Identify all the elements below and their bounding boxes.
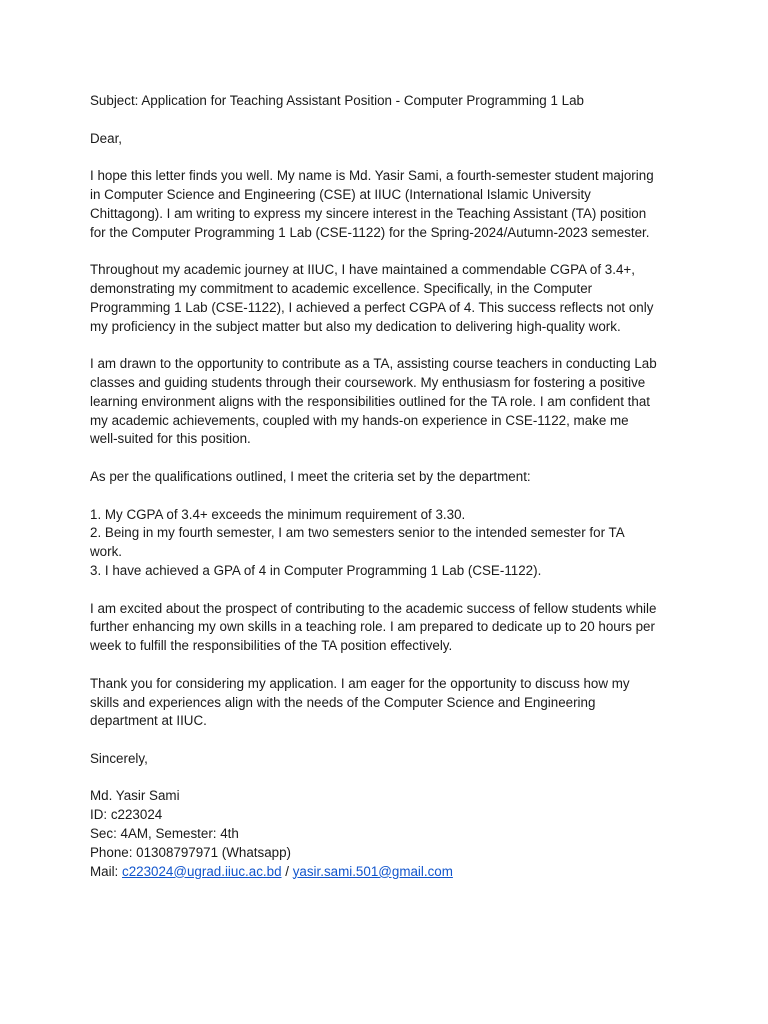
- signature-mail: [90, 863, 682, 882]
- signature-section: Sec: 4AM, Semester: 4th: [90, 826, 239, 842]
- salutation: [90, 130, 682, 149]
- letter-body: [90, 92, 682, 881]
- paragraph-line: further enhancing my own skills in a teaching role. I am prepared to dedicate up to 20 hours per: [90, 619, 655, 635]
- paragraph-line: Throughout my academic journey at IIUC, I have maintained a commendable CGPA of 3.4+,: [90, 262, 635, 278]
- list-item: 2. Being in my fourth semester, I am two semesters senior to the intended semester for TA: [90, 525, 625, 541]
- paragraph-line: my proficiency in the subject matter but also my dedication to delivering high-quality work.: [90, 318, 621, 334]
- email-link-university[interactable]: c223024@ugrad.iiuc.ac.bd: [122, 863, 282, 879]
- paragraph-line: department at IIUC.: [90, 713, 207, 729]
- paragraph-line: Programming 1 Lab (CSE-1122), I achieved a perfect CGPA of 4. This success reflects not only: [90, 299, 654, 315]
- paragraph-line: I am excited about the prospect of contributing to the academic success of fellow students while: [90, 600, 657, 616]
- paragraph-line: Thank you for considering my application. I am eager for the opportunity to discuss how my: [90, 675, 630, 691]
- paragraph-line: my academic achievements, coupled with my hands-on experience in CSE-1122, make me: [90, 412, 629, 428]
- qualifications-list: [90, 506, 682, 581]
- paragraph-motivation: [90, 355, 682, 449]
- list-item: 3. I have achieved a GPA of 4 in Computer Programming 1 Lab (CSE-1122).: [90, 562, 542, 578]
- subject-text: Subject: Application for Teaching Assistant Position - Computer Programming 1 Lab: [90, 93, 584, 108]
- paragraph-criteria-intro: [90, 468, 682, 487]
- paragraph-line: demonstrating my commitment to academic excellence. Specifically, in the Computer: [90, 280, 593, 296]
- list-item: work.: [90, 544, 122, 560]
- paragraph-line: I am drawn to the opportunity to contribute as a TA, assisting course teachers in conducting Lab: [90, 356, 657, 372]
- list-item: 1. My CGPA of 3.4+ exceeds the minimum requirement of 3.30.: [90, 506, 466, 522]
- paragraph-thanks: [90, 675, 682, 731]
- signature-name: Md. Yasir Sami: [90, 788, 180, 804]
- paragraph-line: for the Computer Programming 1 Lab (CSE-1122) for the Spring-2024/Autumn-2023 semester.: [90, 224, 650, 240]
- signature-block: [90, 787, 682, 881]
- paragraph-line: week to fulfill the responsibilities of the TA position effectively.: [90, 638, 453, 654]
- salutation-text: Dear,: [90, 130, 123, 146]
- mail-label: Mail:: [90, 863, 122, 879]
- paragraph-line: well-suited for this position.: [90, 431, 251, 447]
- closing-text: Sincerely,: [90, 750, 148, 766]
- paragraph-line: skills and experiences align with the needs of the Computer Science and Engineering: [90, 694, 596, 710]
- signature-phone: Phone: 01308797971 (Whatsapp): [90, 844, 292, 860]
- closing: [90, 750, 682, 769]
- signature-id: ID: c223024: [90, 807, 163, 823]
- paragraph-line: learning environment aligns with the responsibilities outlined for the TA role. I am confident that: [90, 393, 650, 409]
- paragraph-line: I hope this letter finds you well. My name is Md. Yasir Sami, a fourth-semester student majoring: [90, 168, 654, 184]
- subject-line: [90, 92, 682, 111]
- paragraph-commitment: [90, 600, 682, 656]
- email-separator: /: [281, 863, 293, 879]
- paragraph-line: classes and guiding students through their coursework. My enthusiasm for fostering a positive: [90, 374, 646, 390]
- paragraph-line: As per the qualifications outlined, I meet the criteria set by the department:: [90, 468, 531, 484]
- paragraph-academic-record: [90, 261, 682, 336]
- paragraph-line: Chittagong). I am writing to express my sincere interest in the Teaching Assistant (TA) position: [90, 205, 647, 221]
- paragraph-introduction: [90, 167, 682, 242]
- paragraph-line: in Computer Science and Engineering (CSE) at IIUC (International Islamic University: [90, 186, 591, 202]
- email-link-gmail[interactable]: yasir.sami.501@gmail.com: [292, 863, 453, 879]
